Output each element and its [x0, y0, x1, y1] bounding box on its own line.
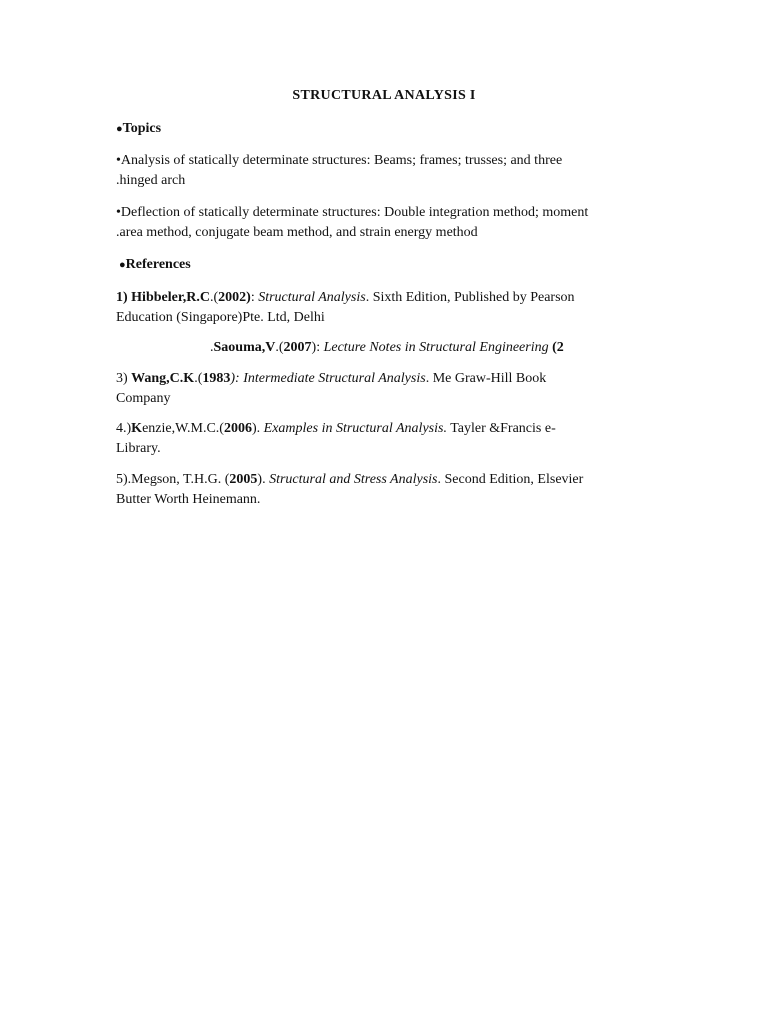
ref-book-title: Structural Analysis — [258, 290, 366, 305]
ref-author-initial: K — [131, 421, 143, 436]
ref-paren-close: ). — [257, 472, 270, 487]
topic-text-line2: .area method, conjugate beam method, and strain energy method — [116, 225, 478, 240]
ref-paren-close: ): — [230, 371, 244, 386]
ref-author: Wang,C.K — [131, 371, 195, 386]
reference-item-4 — [116, 419, 646, 459]
ref-details-line2: Company — [116, 391, 171, 406]
ref-details-line2: Butter Worth Heinemann. — [116, 492, 261, 507]
references-label: References — [125, 257, 191, 272]
references-heading — [119, 255, 649, 275]
ref-details-line2: Education (Singapore)Pte. Ltd, Delhi — [116, 310, 325, 325]
ref-year: 2006 — [223, 421, 252, 436]
ref-paren-close: ). — [251, 421, 264, 436]
ref-details-line2: Library. — [116, 441, 161, 456]
ref-tail: (2 — [548, 340, 564, 355]
ref-author: 1) Hibbeler,R.C — [116, 290, 210, 305]
ref-book-title: Structural and Stress Analysis — [269, 472, 438, 487]
topic-text-line1: Deflection of statically determinate structures: Double integration method; moment — [120, 205, 589, 220]
ref-year: 2002 — [218, 290, 247, 305]
ref-book-title: Examples in Structural Analysis. — [263, 421, 447, 436]
ref-year: 2007 — [283, 340, 312, 355]
ref-paren-open: .( — [275, 340, 284, 355]
topics-label: Topics — [122, 121, 162, 136]
ref-details-line1: Tayler &Francis e- — [446, 421, 556, 436]
topic-item — [116, 151, 646, 191]
ref-colon: : — [250, 290, 259, 305]
ref-details-line1: . Second Edition, Elsevier — [437, 472, 584, 487]
reference-item-2 — [210, 338, 630, 358]
ref-year: 2005 — [229, 472, 258, 487]
references-bullet: ● — [119, 259, 126, 271]
topic-bullet: • — [116, 205, 121, 220]
ref-paren-close: ): — [311, 340, 324, 355]
topics-heading — [116, 119, 646, 139]
ref-number: 3) — [116, 371, 132, 386]
ref-paren-close: ) — [246, 290, 251, 305]
ref-details-line1: . Me Graw-Hill Book — [425, 371, 547, 386]
reference-item-1 — [116, 288, 646, 328]
ref-year: 1983 — [202, 371, 231, 386]
ref-details-line1: . Sixth Edition, Published by Pearson — [365, 290, 575, 305]
topic-bullet: • — [116, 153, 121, 168]
ref-author: enzie,W.M.C.( — [142, 421, 224, 436]
reference-item-3 — [116, 369, 646, 409]
topics-bullet: ● — [116, 123, 123, 135]
ref-number: 4.) — [116, 421, 132, 436]
ref-author: Saouma,V — [213, 340, 276, 355]
ref-dot: . — [210, 340, 214, 355]
ref-paren-open: .( — [194, 371, 203, 386]
ref-author: 5).Megson, T.H.G. ( — [116, 472, 230, 487]
topic-text-line2: .hinged arch — [116, 173, 186, 188]
ref-book-title: Intermediate Structural Analysis — [243, 371, 426, 386]
topic-text-line1: Analysis of statically determinate structures: Beams; frames; trusses; and three — [120, 153, 563, 168]
reference-item-5 — [116, 470, 646, 510]
ref-paren-open: .( — [209, 290, 219, 305]
topic-item — [116, 203, 646, 243]
page-title: STRUCTURAL ANALYSIS I — [292, 88, 476, 103]
ref-book-title: Lecture Notes in Structural Engineering — [323, 340, 549, 355]
